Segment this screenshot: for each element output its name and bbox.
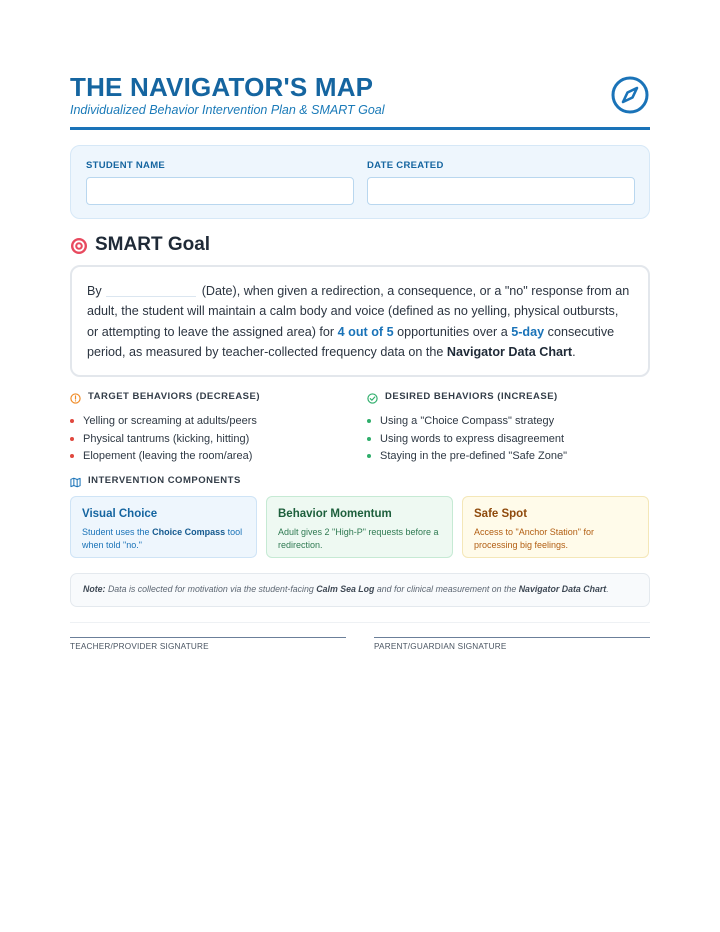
page-subtitle: Individualized Behavior Intervention Plan & SMART Goal <box>70 103 385 117</box>
student-name-group <box>86 160 354 205</box>
note-label: Note: <box>83 584 106 594</box>
card-body-text: tool when told "no." <box>82 527 243 550</box>
list-item-text: Staying in the pre-defined "Safe Zone" <box>380 450 567 462</box>
card-title: Behavior Momentum <box>278 508 392 520</box>
list-item-text: Physical tantrums (kicking, hitting) <box>83 432 250 445</box>
data-collection-note <box>70 573 650 607</box>
list-item <box>70 432 360 450</box>
parent-signature-label: PARENT/GUARDIAN SIGNATURE <box>374 642 507 651</box>
map-icon <box>70 477 81 488</box>
goal-text-by: By <box>87 284 102 298</box>
intervention-card-safe-spot <box>462 496 649 558</box>
bullet-dot <box>367 437 371 441</box>
card-title: Safe Spot <box>474 508 528 520</box>
bullet-dot <box>70 454 74 458</box>
desired-behaviors-heading-text: DESIRED BEHAVIORS (INCREASE) <box>385 391 558 402</box>
card-body <box>82 526 245 551</box>
smart-goal-card <box>70 265 650 377</box>
goal-text-1: (Date), when given a redirection, a consequence, or a "no" response from an adult, the student will maintain a calm body and voice (defined as no yelling, physical outbursts, or attempting to leave the assigned area) for <box>87 284 630 339</box>
target-behaviors-heading <box>70 391 360 405</box>
intervention-card-behavior-momentum <box>266 496 453 558</box>
page-title: THE NAVIGATOR'S MAP <box>70 72 374 102</box>
target-icon <box>70 237 88 255</box>
list-item <box>70 414 360 432</box>
bullet-dot <box>70 419 74 423</box>
bullet-dot <box>70 437 74 441</box>
list-item-text: Yelling or screaming at adults/peers <box>83 415 257 427</box>
teacher-signature-label: TEACHER/PROVIDER SIGNATURE <box>70 642 209 651</box>
desired-behaviors-section <box>367 391 657 467</box>
note-bold: Navigator Data Chart <box>518 584 607 594</box>
list-item <box>367 414 657 432</box>
date-created-label: DATE CREATED <box>367 160 444 171</box>
page-header <box>70 70 650 132</box>
smart-goal-heading <box>70 234 370 258</box>
intervention-card-visual-choice <box>70 496 257 558</box>
parent-signature-line[interactable] <box>374 637 650 638</box>
check-circle-icon <box>367 393 378 404</box>
goal-text-4: . <box>572 344 576 359</box>
note-text: . <box>606 584 609 594</box>
target-behaviors-section <box>70 391 360 467</box>
list-item-text: Using a "Choice Compass" strategy <box>380 415 555 427</box>
target-behaviors-heading-text: TARGET BEHAVIORS (DECREASE) <box>88 391 261 402</box>
smart-goal-title: SMART Goal <box>95 234 211 255</box>
list-item <box>367 449 657 467</box>
card-title: Visual Choice <box>82 508 158 520</box>
student-info-panel <box>70 145 650 219</box>
goal-text-3: consecutive period, as measured by teacher-collected frequency data on the <box>87 324 615 359</box>
header-divider <box>70 127 650 130</box>
date-created-group <box>367 160 635 205</box>
goal-ratio: 4 out of 5 <box>337 324 394 339</box>
alert-circle-icon <box>70 393 81 404</box>
date-created-field[interactable] <box>367 177 635 205</box>
goal-date-blank[interactable] <box>106 283 196 297</box>
teacher-signature-line[interactable] <box>70 637 346 638</box>
interventions-heading <box>70 475 370 489</box>
note-text: and for clinical measurement on the <box>376 584 517 594</box>
card-body: Adult gives 2 "High-P" requests before a redirection. <box>278 527 439 550</box>
card-body: Access to "Anchor Station" for processing big feelings. <box>474 527 594 550</box>
section-divider <box>70 622 650 623</box>
list-item-text: Using words to express disagreement <box>380 432 565 445</box>
note-text: Data is collected for motivation via the student-facing <box>107 584 314 594</box>
list-item <box>367 432 657 450</box>
card-body-bold: Choice Compass <box>152 527 226 537</box>
interventions-heading-text: INTERVENTION COMPONENTS <box>88 475 241 486</box>
goal-chart-name: Navigator Data Chart <box>446 344 573 359</box>
intervention-cards <box>70 496 650 558</box>
compass-icon <box>610 75 650 115</box>
student-name-label: STUDENT NAME <box>86 160 166 171</box>
list-item-text: Elopement (leaving the room/area) <box>83 450 253 462</box>
target-behaviors-list <box>70 414 360 467</box>
goal-days: 5-day <box>511 324 545 339</box>
note-bold: Calm Sea Log <box>316 584 375 594</box>
desired-behaviors-list <box>367 414 657 467</box>
desired-behaviors-heading <box>367 391 657 405</box>
list-item <box>70 449 360 467</box>
parent-signature-block <box>374 637 650 651</box>
goal-text-2: opportunities over a <box>397 324 508 339</box>
bullet-dot <box>367 419 371 423</box>
bullet-dot <box>367 454 371 458</box>
card-body-text: Student uses the <box>82 527 150 537</box>
teacher-signature-block <box>70 637 346 651</box>
student-name-field[interactable] <box>86 177 354 205</box>
